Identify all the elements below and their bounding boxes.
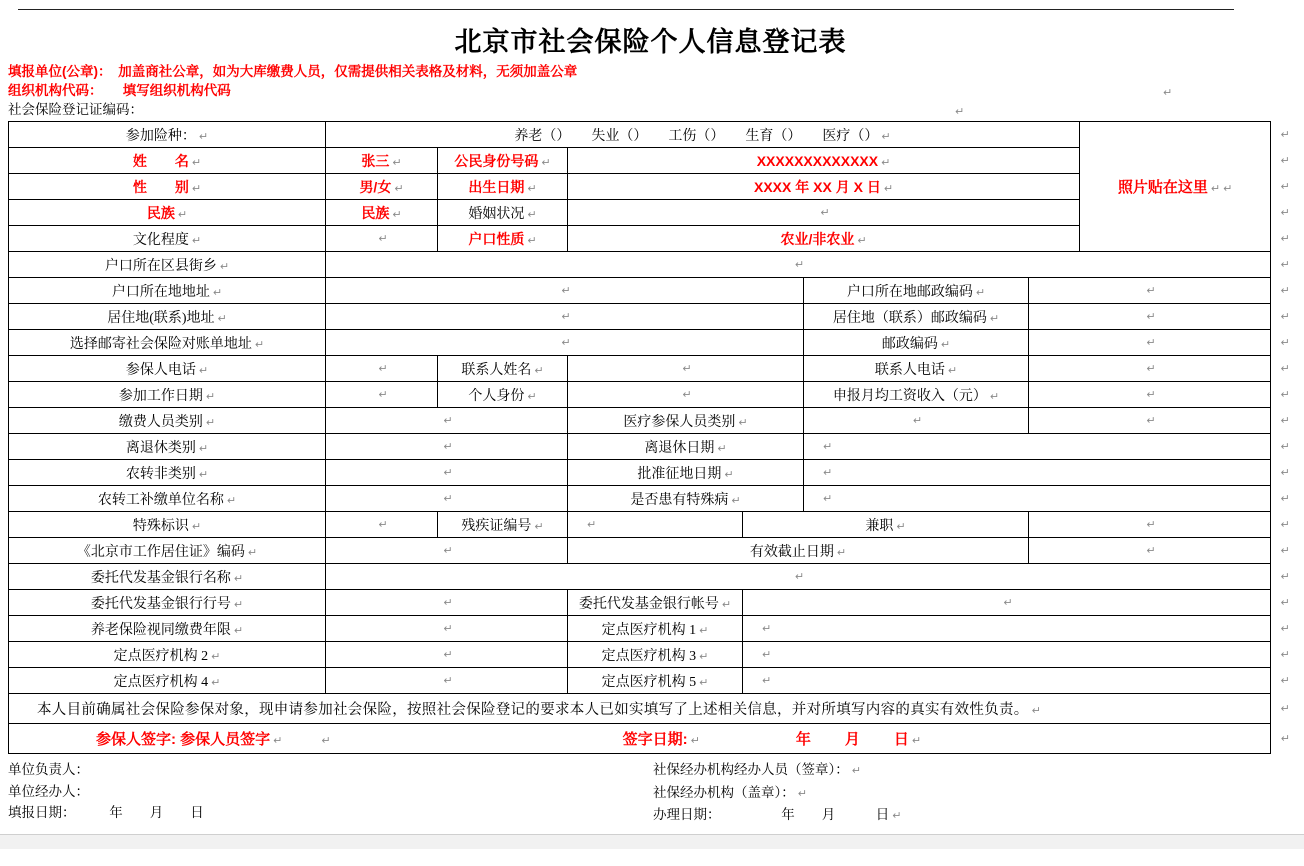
paragraph-mark: ↵ (699, 675, 709, 689)
hukou-type-label: 户口性质 ↵ (438, 226, 568, 252)
paragraph-mark: ↵ (211, 675, 221, 689)
paragraph-mark: ↵ (273, 734, 283, 747)
paragraph-mark: ↵ (940, 337, 951, 351)
form-value-cell[interactable] (326, 304, 804, 330)
paragraph-mark: ↵ (1146, 309, 1156, 323)
form-value-cell[interactable] (326, 330, 804, 356)
paragraph-mark: ↵ (731, 493, 741, 507)
paragraph-mark: ↵ (1163, 86, 1173, 99)
paragraph-mark: ↵ (443, 647, 453, 661)
paragraph-mark: ↵ (797, 786, 807, 800)
paragraph-mark: ↵ (699, 649, 709, 663)
page-top-rule (18, 9, 1234, 10)
paragraph-mark: ↵ (1280, 621, 1290, 635)
paragraph-mark: ↵ (955, 105, 965, 118)
name-label: 姓 名 ↵ (9, 148, 326, 174)
form-value-cell[interactable] (804, 408, 1029, 434)
row-end-mark (1271, 590, 1297, 616)
paragraph-mark: ↵ (1280, 387, 1290, 401)
row-end-mark (1271, 642, 1297, 668)
ethnicity-label: 民族 ↵ (9, 200, 326, 226)
agency-seal-label: 社保经办机构（盖章）： ↵ (653, 784, 807, 800)
paragraph-mark: ↵ (534, 519, 544, 533)
form-value-cell[interactable] (1029, 278, 1271, 304)
contact-name-label: 联系人姓名 ↵ (438, 356, 568, 382)
form-value-cell[interactable] (568, 512, 743, 538)
row-end-mark (1271, 724, 1297, 754)
paragraph-mark: ↵ (1280, 127, 1290, 141)
paragraph-mark: ↵ (378, 361, 388, 375)
paragraph-mark: ↵ (1280, 231, 1290, 245)
header-note: 填报单位(公章)： 加盖商社公章，如为大库缴费人员，仅需提供相关表格及材料，无须加盖公章 (8, 64, 578, 79)
form-value-cell[interactable] (326, 642, 568, 668)
header-notes (8, 62, 1304, 119)
paragraph-mark: ↵ (443, 595, 453, 609)
insured-signature-label: 参保人签字: 参保人员签字 (96, 731, 271, 748)
paragraph-mark: ↵ (205, 415, 216, 429)
paragraph-mark: ↵ (794, 257, 805, 271)
declaration-text: 本人目前确属社会保险参保对象，现申请参加社会保险，按照社会保险登记的要求本人已如实填写了上述相关信息，并对所填写内容的真实有效性负责。 ↵ (9, 694, 1271, 724)
row-end-mark (1271, 486, 1297, 512)
supplementary-unit-label: 农转工补缴单位名称 ↵ (9, 486, 326, 512)
paragraph-mark: ↵ (443, 543, 453, 557)
paragraph-mark: ↵ (247, 545, 258, 559)
paragraph-mark: ↵ (177, 207, 188, 221)
paragraph-mark: ↵ (794, 569, 805, 583)
form-value-cell[interactable] (1029, 538, 1271, 564)
row-end-mark (1271, 122, 1297, 148)
paragraph-mark: ↵ (1280, 153, 1290, 167)
row-end-mark (1271, 668, 1297, 694)
paragraph-mark: ↵ (443, 465, 453, 479)
deemed-payment-years-label: 养老保险视同缴费年限 ↵ (9, 616, 326, 642)
paragraph-mark: ↵ (1280, 569, 1290, 583)
paragraph-mark: ↵ (1146, 335, 1156, 349)
paragraph-mark: ↵ (896, 519, 906, 533)
form-value-cell[interactable] (326, 434, 568, 460)
paragraph-mark: ↵ (1280, 439, 1290, 453)
paragraph-mark: ↵ (198, 467, 209, 481)
paragraph-mark: ↵ (219, 259, 230, 273)
paragraph-mark: ↵ (191, 233, 202, 247)
marital-status-label: 婚姻状况 ↵ (438, 200, 568, 226)
footer-block (8, 759, 1304, 827)
paragraph-mark: ↵ (233, 571, 244, 585)
month-label: 月 (844, 731, 860, 748)
row-end-mark (1271, 564, 1297, 590)
paragraph-mark: ↵ (1280, 283, 1290, 297)
residence-postcode-label: 居住地（联系）邮政编码 ↵ (804, 304, 1029, 330)
paragraph-mark: ↵ (205, 389, 216, 403)
fund-bank-name-label: 委托代发基金银行名称 ↵ (9, 564, 326, 590)
fund-bank-account-label: 委托代发基金银行帐号 ↵ (568, 590, 743, 616)
form-value-cell[interactable] (1029, 512, 1271, 538)
paragraph-mark: ↵ (911, 734, 922, 747)
form-value-cell[interactable] (326, 512, 438, 538)
paragraph-mark: ↵ (823, 491, 833, 505)
form-value-cell[interactable] (743, 642, 1271, 668)
paragraph-mark: ↵ (1146, 517, 1156, 531)
paragraph-mark: ↵ (392, 207, 402, 221)
paragraph-mark: ↵ (738, 415, 748, 429)
paragraph-mark: ↵ (1280, 361, 1290, 375)
row-end-mark (1271, 382, 1297, 408)
contact-phone-label: 联系人电话 ↵ (804, 356, 1029, 382)
paragraph-mark: ↵ (717, 441, 727, 455)
form-value-cell[interactable] (326, 408, 568, 434)
row-end-mark (1271, 408, 1297, 434)
form-value-cell[interactable] (568, 200, 1080, 226)
paragraph-mark: ↵ (1280, 595, 1290, 609)
valid-until-label: 有效截止日期 ↵ (568, 538, 1029, 564)
form-value-cell[interactable] (326, 486, 568, 512)
photo-placeholder: 照片贴在这里 ↵ ↵ (1080, 122, 1271, 252)
paragraph-mark: ↵ (527, 207, 537, 221)
paragraph-mark: ↵ (378, 231, 388, 245)
form-table-body (9, 122, 1297, 754)
paragraph-mark: ↵ (1280, 673, 1290, 687)
disability-id-label: 残疾证编号 ↵ (438, 512, 568, 538)
hukou-postcode-label: 户口所在地邮政编码 ↵ (804, 278, 1029, 304)
birth-date-label: 出生日期 ↵ (438, 174, 568, 200)
insured-phone-label: 参保人电话 ↵ (9, 356, 326, 382)
paragraph-mark: ↵ (682, 387, 692, 401)
hukou-district-label: 户口所在区县街乡 ↵ (9, 252, 326, 278)
paragraph-mark: ↵ (762, 621, 772, 635)
signature-row (9, 724, 1271, 754)
paragraph-mark: ↵ (527, 181, 537, 195)
residence-address-label: 居住地(联系)地址 ↵ (9, 304, 326, 330)
paragraph-mark: ↵ (217, 311, 227, 325)
gender-value: 男/女 ↵ (326, 174, 438, 200)
form-value-cell[interactable] (568, 356, 804, 382)
paragraph-mark: ↵ (443, 491, 453, 505)
hukou-address-label: 户口所在地地址 ↵ (9, 278, 326, 304)
paragraph-mark: ↵ (1280, 179, 1290, 193)
birth-date-value: XXXX 年 XX 月 X 日 ↵ (568, 174, 1080, 200)
paragraph-mark: ↵ (561, 283, 571, 297)
paragraph-mark: ↵ (198, 441, 209, 455)
row-end-mark (1271, 434, 1297, 460)
paragraph-mark: ↵ (226, 493, 237, 507)
postcode-label: 邮政编码 ↵ (804, 330, 1029, 356)
row-end-mark (1271, 226, 1297, 252)
paragraph-mark: ↵ (724, 467, 734, 481)
paragraph-mark: ↵ (947, 363, 958, 377)
hukou-type-value: 农业/非农业 ↵ (568, 226, 1080, 252)
form-value-cell[interactable] (804, 434, 1271, 460)
payer-category-label: 缴费人员类别 ↵ (9, 408, 326, 434)
part-time-label: 兼职 ↵ (743, 512, 1029, 538)
work-start-date-label: 参加工作日期 ↵ (9, 382, 326, 408)
paragraph-mark: ↵ (212, 285, 223, 299)
form-value-cell[interactable] (568, 382, 804, 408)
paragraph-mark: ↵ (198, 363, 209, 377)
row-end-mark (1271, 356, 1297, 382)
paragraph-mark: ↵ (527, 389, 537, 403)
form-value-cell[interactable] (1029, 408, 1271, 434)
process-date-label: 办理日期： 年 月 日 ↵ (653, 807, 902, 822)
form-value-cell[interactable] (1029, 382, 1271, 408)
header-note: 组织机构代码： 填写组织机构代码 ↵ (8, 81, 1304, 100)
paragraph-mark: ↵ (1280, 491, 1290, 505)
paragraph-mark: ↵ (762, 647, 772, 661)
paragraph-mark: ↵ (1280, 647, 1290, 661)
paragraph-mark: ↵ (443, 621, 453, 635)
form-value-cell[interactable] (326, 226, 438, 252)
form-value-cell[interactable] (326, 252, 1271, 278)
statement-mail-address-label: 选择邮寄社会保险对账单地址 ↵ (9, 330, 326, 356)
title-row (0, 20, 1304, 59)
row-end-mark (1271, 330, 1297, 356)
paragraph-mark: ↵ (820, 205, 830, 219)
hospital-1-label: 定点医疗机构 1 ↵ (568, 616, 743, 642)
special-disease-label: 是否患有特殊病 ↵ (568, 486, 804, 512)
paragraph-mark: ↵ (1146, 361, 1156, 375)
paragraph-mark: ↵ (541, 155, 551, 169)
paragraph-mark: ↵ (881, 155, 891, 169)
hospital-3-label: 定点医疗机构 3 ↵ (568, 642, 743, 668)
paragraph-mark: ↵ (762, 673, 772, 687)
paragraph-mark: ↵ (1146, 413, 1156, 427)
gender-label: 性 别 ↵ (9, 174, 326, 200)
paragraph-mark: ↵ (883, 181, 894, 195)
paragraph-mark: ↵ (1223, 182, 1233, 195)
row-end-mark (1271, 252, 1297, 278)
form-value-cell[interactable] (326, 356, 438, 382)
paragraph-mark: ↵ (699, 623, 709, 637)
paragraph-mark: ↵ (211, 649, 221, 663)
paragraph-mark: ↵ (721, 597, 732, 611)
row-end-mark (1271, 616, 1297, 642)
paragraph-mark: ↵ (378, 517, 388, 531)
retirement-category-label: 离退休类别 ↵ (9, 434, 326, 460)
day-label: 日 (893, 731, 909, 748)
paragraph-mark: ↵ (1280, 465, 1290, 479)
insurance-type-label: 参加险种： ↵ (9, 122, 326, 148)
paragraph-mark: ↵ (836, 545, 847, 559)
hospital-5-label: 定点医疗机构 5 ↵ (568, 668, 743, 694)
form-value-cell[interactable] (1029, 356, 1271, 382)
paragraph-mark: ↵ (191, 155, 202, 169)
paragraph-mark: ↵ (561, 335, 571, 349)
ethnicity-value: 民族 ↵ (326, 200, 438, 226)
work-residence-permit-label: 《北京市工作居住证》编码 ↵ (9, 538, 326, 564)
id-number-label: 公民身份号码 ↵ (438, 148, 568, 174)
paragraph-mark: ↵ (1280, 335, 1290, 349)
paragraph-mark: ↵ (254, 337, 265, 351)
paragraph-mark: ↵ (851, 764, 861, 777)
form-value-cell[interactable] (1029, 330, 1271, 356)
form-value-cell[interactable] (326, 616, 568, 642)
paragraph-mark: ↵ (191, 181, 202, 195)
paragraph-mark: ↵ (443, 439, 453, 453)
paragraph-mark: ↵ (1003, 595, 1013, 609)
paragraph-mark: ↵ (892, 809, 902, 822)
paragraph-mark: ↵ (1280, 701, 1290, 715)
paragraph-mark: ↵ (392, 155, 402, 169)
row-end-mark (1271, 174, 1297, 200)
form-value-cell[interactable] (743, 668, 1271, 694)
form-value-cell[interactable] (804, 486, 1271, 512)
paragraph-mark: ↵ (989, 389, 1000, 403)
paragraph-mark: ↵ (191, 519, 202, 533)
paragraph-mark: ↵ (989, 311, 1000, 325)
paragraph-mark: ↵ (912, 413, 923, 427)
agency-staff-label: 社保经办机构经办人员（签章）： ↵ (653, 762, 861, 777)
paragraph-mark: ↵ (857, 233, 867, 247)
paragraph-mark: ↵ (443, 673, 453, 687)
special-flag-label: 特殊标识 ↵ (9, 512, 326, 538)
page-title: 北京市社会保险个人信息登记表 (454, 27, 847, 57)
form-value-cell[interactable] (743, 616, 1271, 642)
paragraph-mark: ↵ (823, 465, 833, 479)
row-end-mark (1271, 512, 1297, 538)
form-value-cell[interactable] (743, 590, 1271, 616)
header-note: 社会保险登记证编码： ↵ (8, 100, 1304, 119)
row-end-mark (1271, 200, 1297, 226)
fill-date-label: 填报日期： 年 月 日 (8, 805, 204, 820)
paragraph-mark: ↵ (1280, 205, 1290, 219)
form-table (8, 121, 1297, 754)
form-value-cell[interactable] (326, 564, 1271, 590)
paragraph-mark: ↵ (378, 387, 388, 401)
paragraph-mark: ↵ (561, 309, 571, 323)
insurance-type-options: 养老（） 失业（） 工伤（） 生育（） 医疗（） ↵ (326, 122, 1080, 148)
hospital-4-label: 定点医疗机构 4 ↵ (9, 668, 326, 694)
rural-conversion-category-label: 农转非类别 ↵ (9, 460, 326, 486)
form-value-cell[interactable] (326, 460, 568, 486)
medical-category-label: 医疗参保人员类别 ↵ (568, 408, 804, 434)
paragraph-mark: ↵ (1280, 731, 1290, 745)
personal-identity-label: 个人身份 ↵ (438, 382, 568, 408)
paragraph-mark: ↵ (823, 439, 833, 453)
paragraph-mark: ↵ (1280, 309, 1290, 323)
paragraph-mark: ↵ (1280, 257, 1290, 271)
form-value-cell[interactable] (326, 538, 568, 564)
row-end-mark (1271, 278, 1297, 304)
form-value-cell[interactable] (804, 460, 1271, 486)
row-end-mark (1271, 460, 1297, 486)
footer-right-column (653, 759, 1304, 827)
id-number-value: XXXXXXXXXXXXX ↵ (568, 148, 1080, 174)
form-value-cell[interactable] (326, 590, 568, 616)
paragraph-mark: ↵ (233, 597, 244, 611)
row-end-mark (1271, 148, 1297, 174)
form-value-cell[interactable] (326, 668, 568, 694)
row-end-mark (1271, 304, 1297, 330)
form-value-cell[interactable] (326, 382, 438, 408)
paragraph-mark: ↵ (1146, 543, 1156, 557)
unit-manager-label: 单位负责人： (8, 762, 89, 777)
signature-date-label: 签字日期: (622, 731, 688, 748)
paragraph-mark: ↵ (1280, 413, 1290, 427)
paragraph-mark: ↵ (527, 233, 537, 247)
row-end-mark (1271, 694, 1297, 724)
monthly-salary-label: 申报月均工资收入（元） ↵ (804, 382, 1029, 408)
paragraph-mark: ↵ (881, 129, 891, 143)
form-value-cell[interactable] (1029, 304, 1271, 330)
paragraph-mark: ↵ (1280, 543, 1290, 557)
form-value-cell[interactable] (326, 278, 804, 304)
paragraph-mark: ↵ (1280, 517, 1290, 531)
paragraph-mark: ↵ (394, 181, 404, 195)
hospital-2-label: 定点医疗机构 2 ↵ (9, 642, 326, 668)
retirement-date-label: 离退休日期 ↵ (568, 434, 804, 460)
paragraph-mark: ↵ (1210, 182, 1221, 195)
row-end-mark (1271, 538, 1297, 564)
paragraph-mark: ↵ (198, 129, 209, 143)
page-gap (0, 834, 1304, 849)
year-label: 年 (795, 731, 811, 748)
education-label: 文化程度 ↵ (9, 226, 326, 252)
paragraph-mark: ↵ (233, 623, 244, 637)
paragraph-mark: ↵ (587, 517, 597, 531)
paragraph-mark: ↵ (1146, 387, 1156, 401)
paragraph-mark: ↵ (690, 734, 700, 747)
name-value: 张三 ↵ (326, 148, 438, 174)
paragraph-mark: ↵ (975, 285, 986, 299)
paragraph-mark: ↵ (1146, 283, 1156, 297)
paragraph-mark: ↵ (443, 413, 453, 427)
unit-handler-label: 单位经办人： (8, 783, 89, 799)
footer-left-column (8, 759, 653, 827)
paragraph-mark: ↵ (1031, 704, 1042, 717)
paragraph-mark: ↵ (321, 734, 331, 747)
land-approval-date-label: 批准征地日期 ↵ (568, 460, 804, 486)
fund-bank-number-label: 委托代发基金银行行号 ↵ (9, 590, 326, 616)
paragraph-mark: ↵ (682, 361, 692, 375)
paragraph-mark: ↵ (534, 363, 544, 377)
